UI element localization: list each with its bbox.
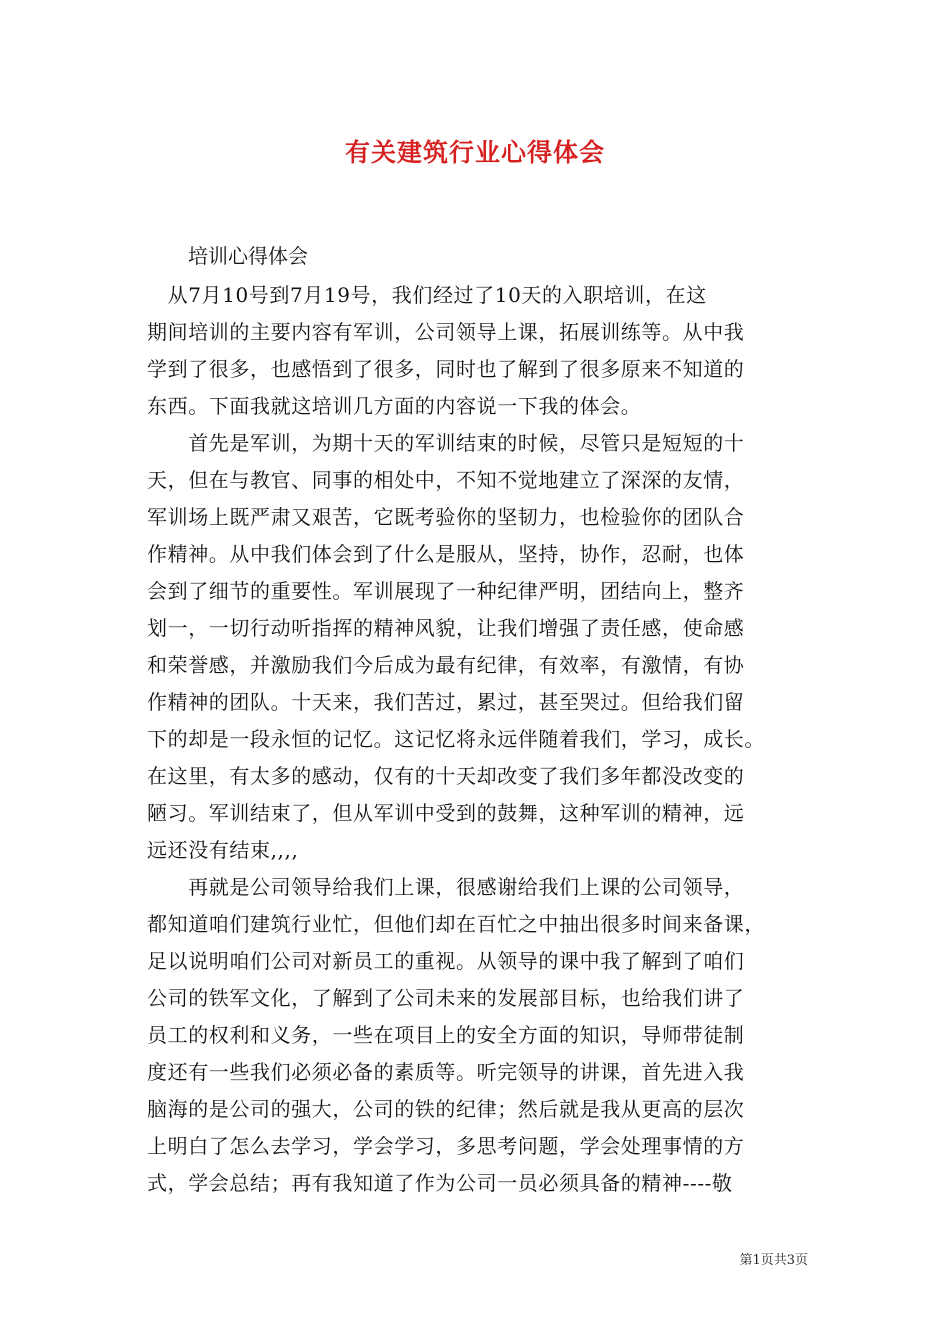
text-line: 公司的铁军文化，了解到了公司未来的发展部目标，也给我们讲了 [147,986,745,1010]
text-line: 东西。下面我就这培训几方面的内容说一下我的体会。 [147,394,642,418]
text-line: 陋习。军训结束了，但从军训中受到的鼓舞，这种军训的精神，远 [147,801,745,825]
text-line: 员工的权利和义务，一些在项目上的安全方面的知识，导师带徒制 [147,1023,745,1047]
text-line: 脑海的是公司的强大，公司的铁的纪律；然后就是我从更高的层次 [147,1097,745,1121]
text-line: 都知道咱们建筑行业忙，但他们却在百忙之中抽出很多时间来备课， [147,912,765,936]
text-line: 足以说明咱们公司对新员工的重视。从领导的课中我了解到了咱们 [147,949,745,973]
text-line: 首先是军训，为期十天的军训结束的时候，尽管只是短短的十 [147,431,745,455]
text-line: 期间培训的主要内容有军训，公司领导上课，拓展训练等。从中我 [147,320,745,344]
text-line: 和荣誉感，并激励我们今后成为最有纪律，有效率，有激情，有协 [147,653,745,677]
text-line: 作精神的团队。十天来，我们苦过，累过，甚至哭过。但给我们留 [147,690,745,714]
text-line: 划一，一切行动听指挥的精神风貌，让我们增强了责任感，使命感 [147,616,745,640]
text-line: 式，学会总结；再有我知道了作为公司一员必须具备的精神----敬 [147,1171,733,1195]
text-line: 作精神。从中我们体会到了什么是服从，坚持，协作，忍耐，也体 [147,542,745,566]
text-line: 上明白了怎么去学习，学会学习，多思考问题，学会处理事情的方 [147,1134,745,1158]
text-line: 在这里，有太多的感动，仅有的十天却改变了我们多年都没改变的 [147,764,745,788]
text-line: 度还有一些我们必须必备的素质等。听完领导的讲课，首先进入我 [147,1060,745,1084]
text-line: 天，但在与教官、同事的相处中，不知不觉地建立了深深的友情， [147,468,745,492]
text-line: 从7月10号到7月19号，我们经过了10天的入职培训，在这 [147,283,707,307]
text-line: 学到了很多，也感悟到了很多，同时也了解到了很多原来不知道的 [147,357,745,381]
text-line: 军训场上既严肃又艰苦，它既考验你的坚韧力，也检验你的团队合 [147,505,745,529]
text-line: 远还没有结束,,,, [147,838,299,862]
page-title: 有关建筑行业心得体会 [344,138,605,167]
text-line: 会到了细节的重要性。军训展现了一种纪律严明，团结向上，整齐 [147,579,745,603]
text-line: 下的却是一段永恒的记忆。这记忆将永远伴随着我们，学习，成长。 [147,727,765,751]
section-heading: 培训心得体会 [188,244,308,268]
text-line: 再就是公司领导给我们上课，很感谢给我们上课的公司领导， [147,875,745,899]
page-indicator: 第1页共3页 [739,1253,808,1268]
